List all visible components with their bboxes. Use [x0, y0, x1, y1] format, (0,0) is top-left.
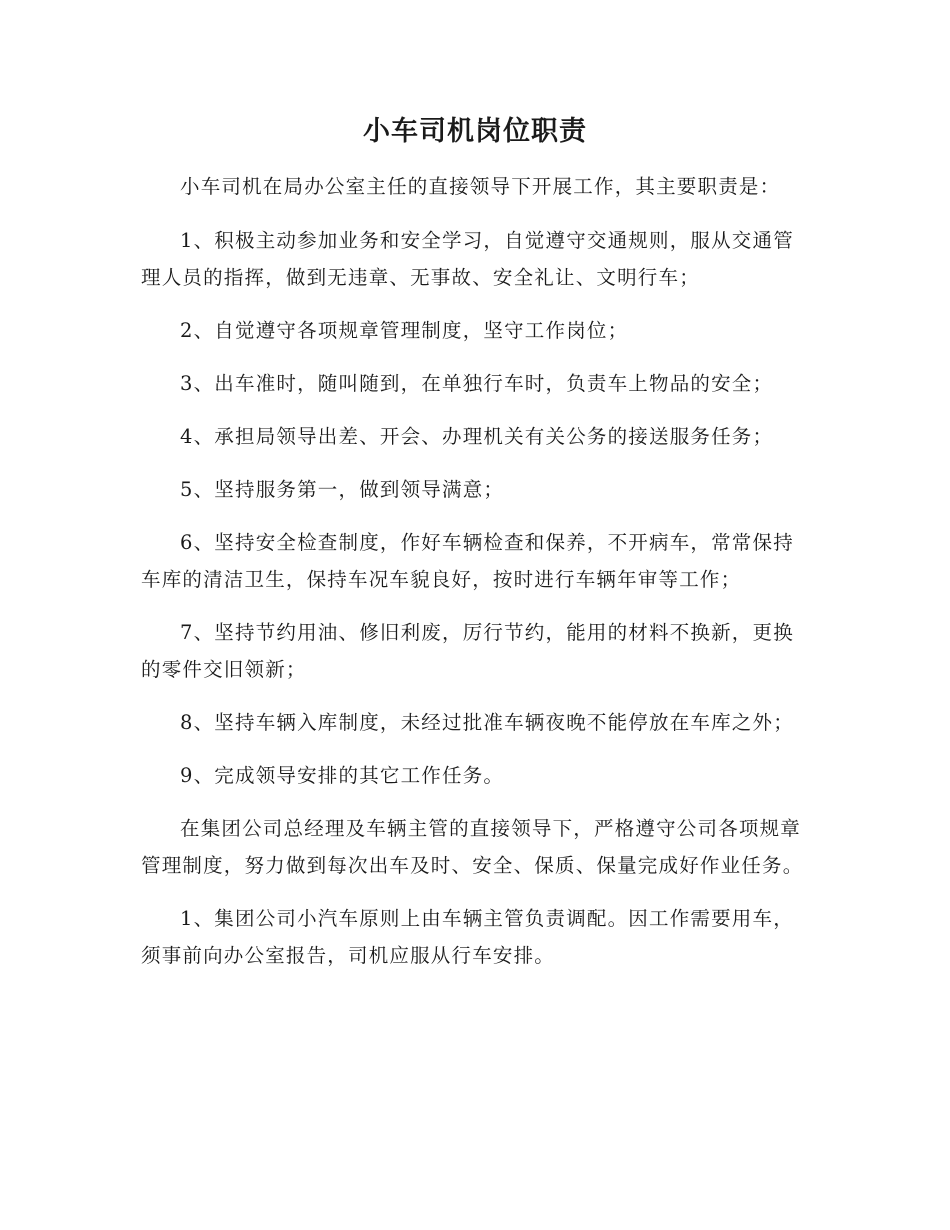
intro-paragraph: 小车司机在局办公室主任的直接领导下开展工作，其主要职责是： [180, 175, 781, 198]
duty-item-9: 9、完成领导安排的其它工作任务。 [180, 764, 505, 787]
duty-item-5: 5、坚持服务第一，做到领导满意； [180, 478, 505, 501]
document-body [141, 168, 811, 974]
duty-item-6: 6、坚持安全检查制度，作好车辆检查和保养，不开病车，常常保持车库的清洁卫生，保持车况车貌良好，按时进行车辆年审等工作； [141, 531, 794, 591]
duty-item-8: 8、坚持车辆入库制度，未经过批准车辆夜晚不能停放在车库之外； [180, 711, 794, 734]
duty-item-3: 3、出车准时，随叫随到，在单独行车时，负责车上物品的安全； [180, 372, 774, 395]
duty-item-7: 7、坚持节约用油、修旧利废，厉行节约，能用的材料不换新，更换的零件交旧领新； [141, 621, 794, 681]
second-section-item-1: 1、集团公司小汽车原则上由车辆主管负责调配。因工作需要用车，须事前向办公室报告，司机应服从行车安排。 [141, 907, 794, 967]
duty-item-2: 2、自觉遵守各项规章管理制度，坚守工作岗位； [180, 319, 629, 342]
document-title: 小车司机岗位职责 [363, 116, 587, 147]
duty-item-4: 4、承担局领导出差、开会、办理机关有关公务的接送服务任务； [180, 425, 774, 448]
duty-item-1: 1、积极主动参加业务和安全学习，自觉遵守交通规则，服从交通管理人员的指挥，做到无违章、无事故、安全礼让、文明行车； [141, 229, 794, 289]
second-section-intro: 在集团公司总经理及车辆主管的直接领导下，严格遵守公司各项规章管理制度，努力做到每次出车及时、安全、保质、保量完成好作业任务。 [141, 817, 804, 877]
